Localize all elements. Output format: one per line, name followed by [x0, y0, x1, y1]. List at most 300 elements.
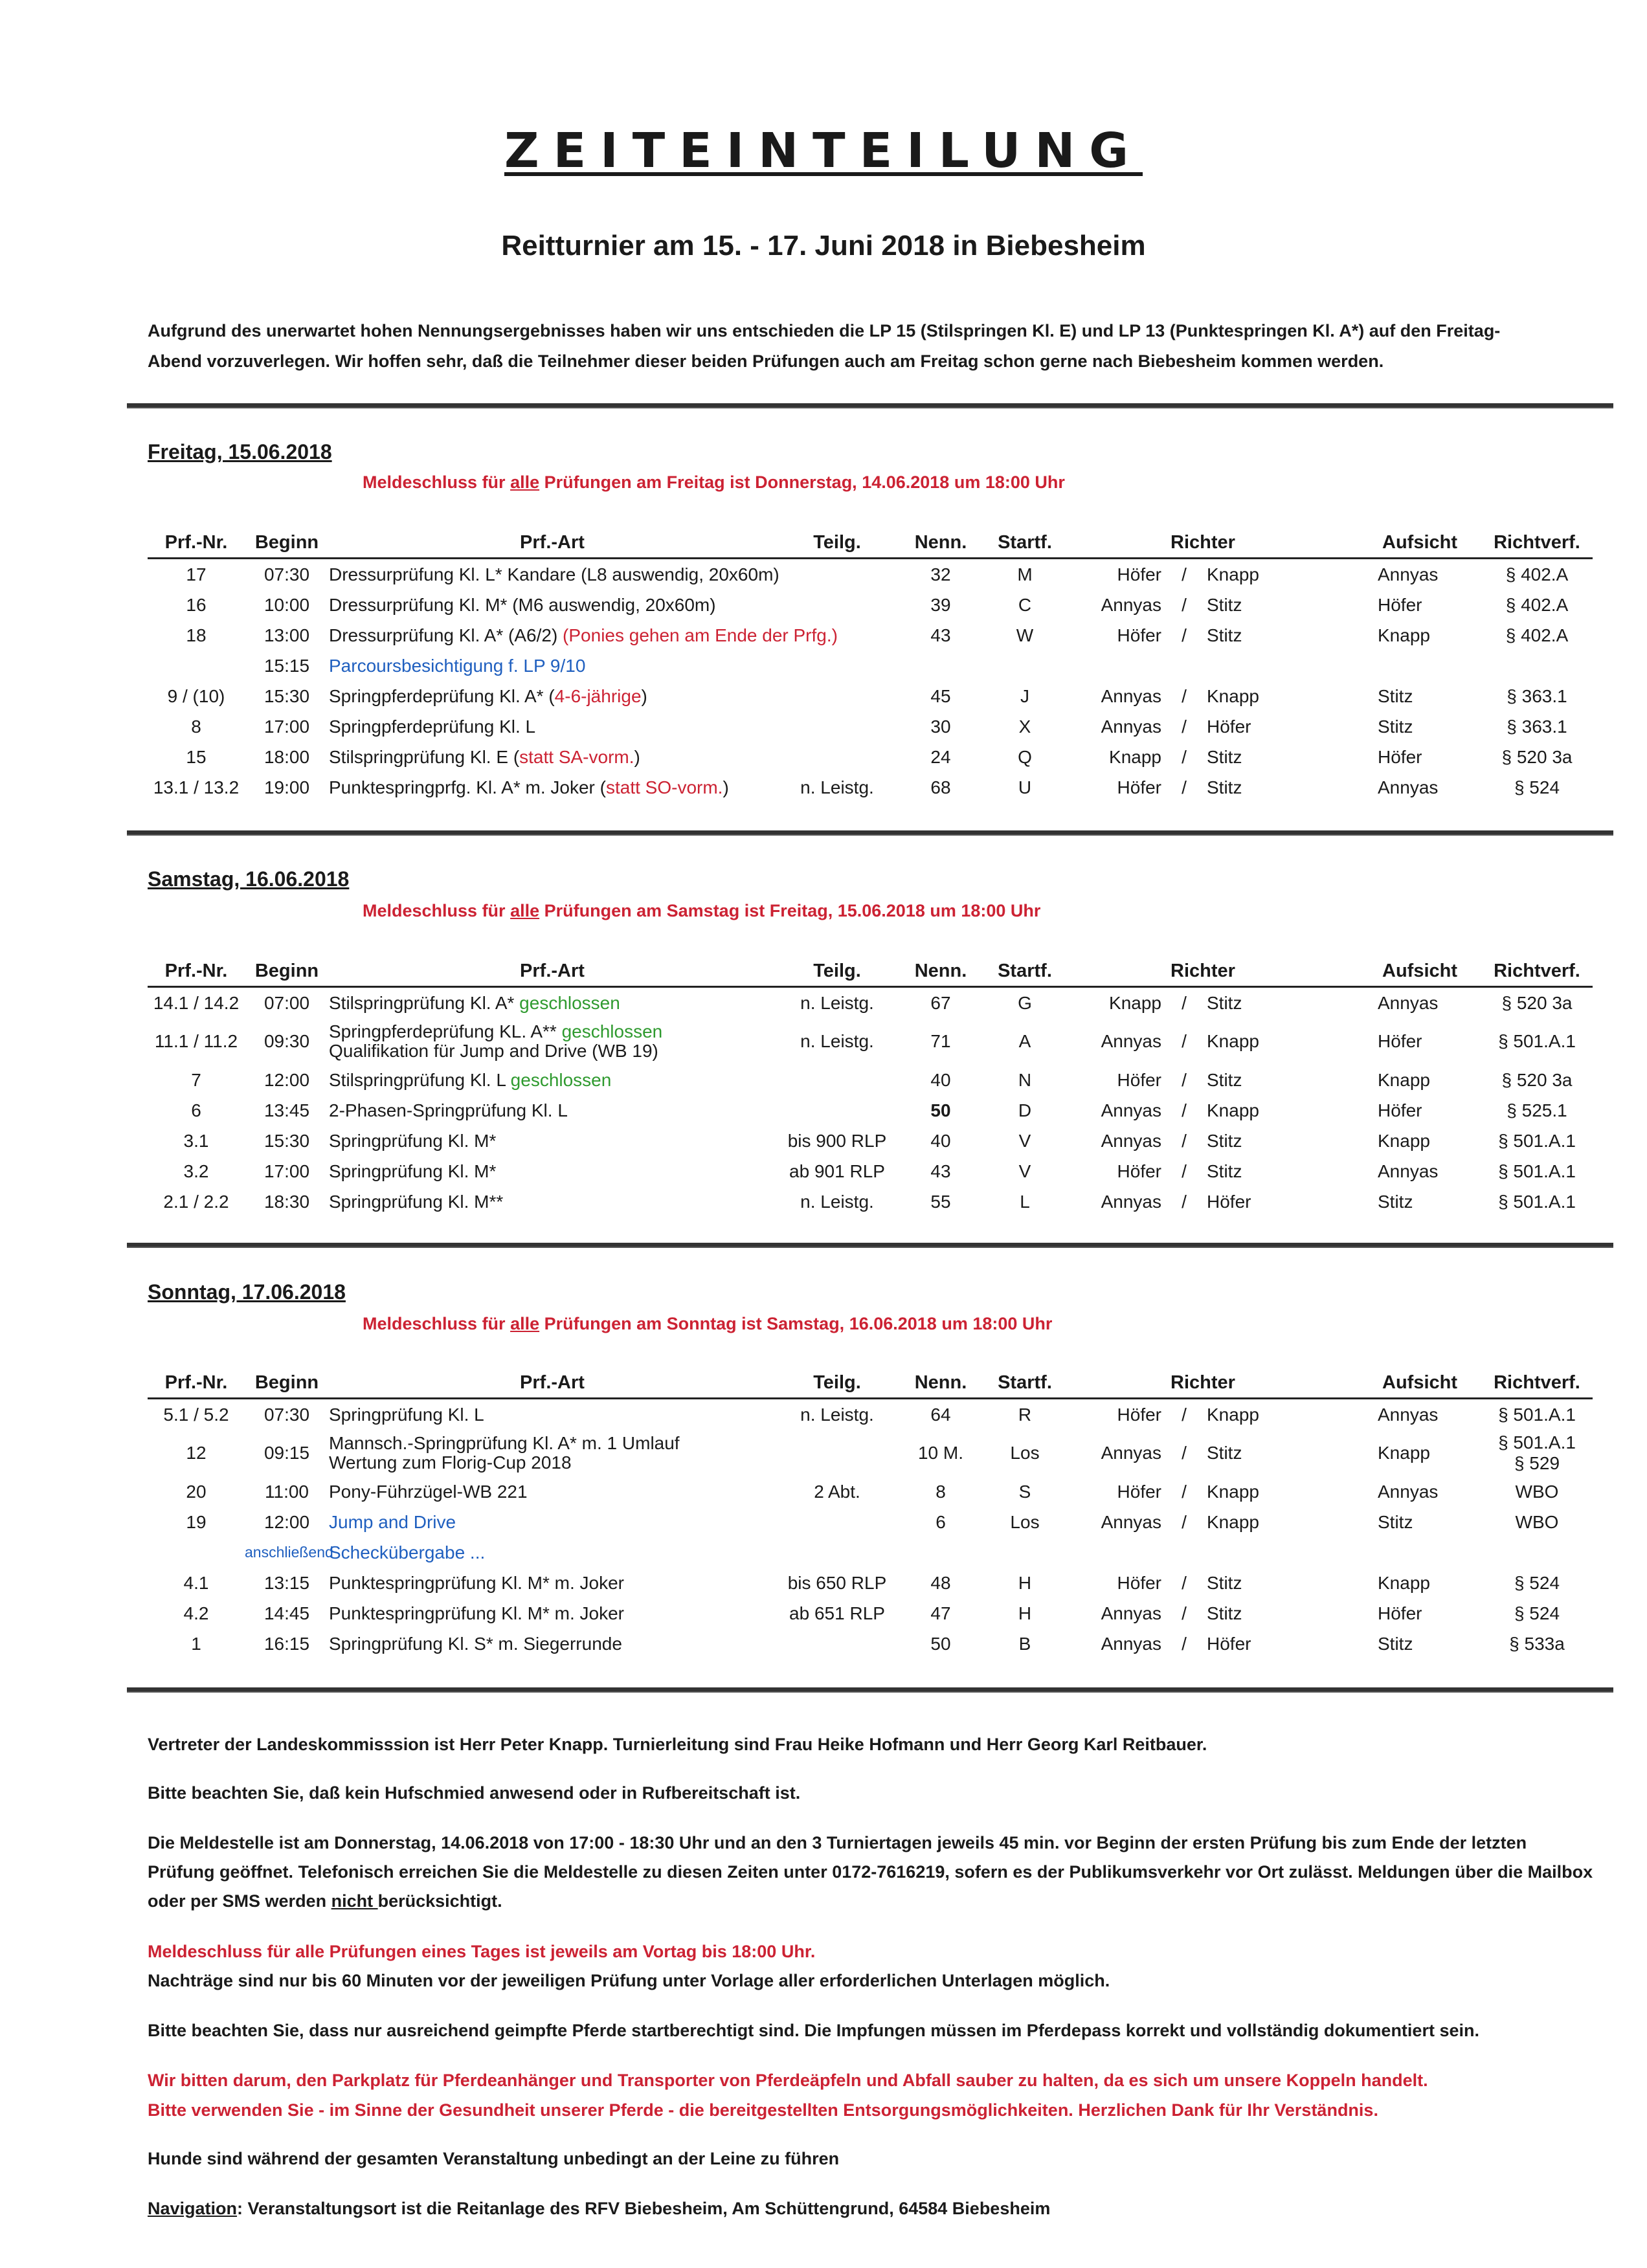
cell-teilg: [776, 1629, 899, 1659]
judge-1: Annyas: [1101, 1603, 1161, 1623]
cell-beginn: 13:15: [263, 1572, 310, 1593]
cell-richter: [1067, 1065, 1358, 1095]
cell-aufsicht: [1358, 1537, 1481, 1568]
footer-late-entries: Nachträge sind nur bis 60 Minuten vor der jeweiligen Prüfung unter Vorlage aller erforderlichen Unterlagen möglich.: [148, 1971, 1110, 1990]
exam-note-close: ): [723, 777, 729, 797]
cell-art: [329, 1399, 776, 1430]
exam-note: Jump and Drive: [329, 1511, 456, 1532]
judge-separator: /: [1182, 1100, 1187, 1120]
cell-richtverf: [1481, 1186, 1593, 1217]
rule-ref: § 524: [1514, 1572, 1560, 1593]
cell-nr: 15: [186, 746, 207, 767]
table-row: [148, 559, 1593, 590]
column-header-richtverf: Richtverf.: [1481, 529, 1593, 559]
rule-ref: § 525.1: [1507, 1100, 1567, 1120]
cell-nenn: 71: [930, 1031, 951, 1051]
judge-separator: /: [1182, 1443, 1187, 1463]
judge-2: Höfer: [1207, 1191, 1251, 1212]
exam-name: Stilspringprüfung Kl. E (: [329, 746, 520, 767]
cell-nr: [148, 650, 245, 681]
cell-startf: W: [1016, 625, 1034, 645]
cell-nr: 16: [186, 594, 207, 615]
cell-richter: [1067, 1568, 1358, 1598]
cell-aufsicht: Stitz: [1378, 1191, 1413, 1212]
cell-aufsicht: Stitz: [1378, 716, 1413, 737]
cell-beginn: 07:30: [263, 564, 310, 584]
cell-startf: D: [1018, 1100, 1032, 1120]
cell-richter: [1067, 650, 1358, 681]
cell-richter: [1067, 1537, 1358, 1568]
exam-name-line2: Qualifikation für Jump and Drive (WB 19): [329, 1041, 658, 1061]
cell-richtverf: [1481, 559, 1593, 590]
exam-name: Springprüfung Kl. M*: [329, 1130, 497, 1151]
exam-note: statt SO-vorm.: [605, 777, 723, 797]
cell-teilg: n. Leistg.: [800, 1191, 874, 1212]
cell-richter: [1067, 1095, 1358, 1126]
cell-aufsicht: Höfer: [1378, 594, 1422, 615]
footer-disposal-note: Bitte verwenden Sie - im Sinne der Gesundheit unserer Pferde - die bereitgestellten Entsorgungsmöglichkeiten. Herzlichen Dank für Ihr Verständnis.: [148, 2100, 1378, 2120]
table-header-row: [148, 1370, 1593, 1399]
table-row: [148, 1629, 1593, 1659]
cell-nenn: 43: [930, 1161, 951, 1181]
footer-deadline-note: Meldeschluss für alle Prüfungen eines Tages ist jeweils am Vortag bis 18:00 Uhr.: [148, 1942, 816, 1961]
cell-nenn: 55: [930, 1191, 951, 1212]
column-header-nenn: Nenn.: [899, 958, 983, 987]
judge-1: Annyas: [1101, 1633, 1161, 1654]
cell-nr: 17: [186, 564, 207, 584]
cell-richtverf: [1481, 1018, 1593, 1065]
cell-teilg: bis 900 RLP: [787, 1130, 887, 1151]
exam-note: Scheckübergabe ...: [329, 1542, 486, 1562]
table-row: [148, 1507, 1593, 1537]
rule-ref: WBO: [1515, 1481, 1559, 1502]
judge-1: Annyas: [1101, 1130, 1161, 1151]
table-row: [148, 1186, 1593, 1217]
cell-startf: S: [1018, 1481, 1031, 1502]
cell-nr: 2.1 / 2.2: [163, 1191, 229, 1212]
judge-separator: /: [1182, 564, 1187, 584]
column-header-richter: Richter: [1067, 529, 1358, 559]
table-row: [148, 772, 1593, 803]
cell-startf: [983, 1537, 1067, 1568]
cell-aufsicht: Höfer: [1378, 1100, 1422, 1120]
cell-nenn: 6: [936, 1511, 946, 1532]
table-row: [148, 1568, 1593, 1598]
exam-name: Springpferdeprüfung KL. A**: [329, 1021, 562, 1041]
cell-startf: N: [1018, 1069, 1032, 1090]
cell-richter: [1067, 1507, 1358, 1537]
cell-beginn: 15:15: [263, 655, 310, 676]
cell-nenn: 40: [930, 1069, 951, 1090]
cell-nr: 8: [191, 716, 201, 737]
page-subtitle: Reitturnier am 15. - 17. Juni 2018 in Biebesheim: [501, 230, 1146, 261]
cell-nr: 6: [191, 1100, 201, 1120]
judge-1: Höfer: [1117, 1572, 1161, 1593]
cell-art: [329, 1065, 776, 1095]
rule-ref: § 402.A: [1505, 564, 1569, 584]
cell-teilg: n. Leistg.: [800, 992, 874, 1013]
divider: [127, 403, 1613, 408]
divider: [127, 1687, 1613, 1693]
cell-richter: [1067, 1476, 1358, 1507]
exam-name: Springprüfung Kl. L: [329, 1404, 484, 1425]
cell-aufsicht: Annyas: [1378, 1161, 1439, 1181]
cell-nenn: 39: [930, 594, 951, 615]
rule-ref: § 520 3a: [1501, 746, 1573, 767]
judge-2: Stitz: [1207, 777, 1242, 797]
exam-name: Punktespringprüfung Kl. M* m. Joker: [329, 1572, 624, 1593]
cell-startf: Los: [1010, 1443, 1040, 1463]
rule-ref: § 501.A.1: [1498, 1161, 1576, 1181]
cell-nenn: 68: [930, 777, 951, 797]
cell-nenn: 43: [930, 625, 951, 645]
judge-2: Höfer: [1207, 1633, 1251, 1654]
table-row: [148, 1430, 1593, 1476]
cell-teilg: [776, 590, 899, 620]
cell-nr: 4.2: [183, 1603, 209, 1623]
day-title-friday: Freitag, 15.06.2018: [148, 440, 332, 463]
cell-teilg: bis 650 RLP: [787, 1572, 887, 1593]
cell-aufsicht: Annyas: [1378, 777, 1439, 797]
cell-richter: [1067, 1186, 1358, 1217]
table-row: [148, 681, 1593, 711]
exam-name: 2-Phasen-Springprüfung Kl. L: [329, 1100, 568, 1120]
cell-teilg: [776, 559, 899, 590]
cell-richter: [1067, 1156, 1358, 1186]
schedule-table-sunday: [148, 1370, 1593, 1659]
judge-separator: /: [1182, 1481, 1187, 1502]
table-row: [148, 1095, 1593, 1126]
judge-separator: /: [1182, 746, 1187, 767]
cell-richtverf: [1481, 1399, 1593, 1430]
cell-beginn: 18:30: [263, 1191, 310, 1212]
table-row: [148, 1065, 1593, 1095]
cell-aufsicht: Höfer: [1378, 1603, 1422, 1623]
cell-art: [329, 1629, 776, 1659]
cell-richter: [1067, 772, 1358, 803]
cell-art: [329, 1598, 776, 1629]
column-header-aufsicht: Aufsicht: [1358, 529, 1481, 559]
column-header-aufsicht: Aufsicht: [1358, 1370, 1481, 1399]
cell-nenn: 32: [930, 564, 951, 584]
cell-nenn: 50: [930, 1100, 951, 1120]
judge-2: Stitz: [1207, 594, 1242, 615]
judge-2: Knapp: [1207, 1511, 1259, 1532]
judge-2: Stitz: [1207, 992, 1242, 1013]
cell-nr: 3.2: [183, 1161, 209, 1181]
cell-richter: [1067, 987, 1358, 1019]
judge-separator: /: [1182, 1031, 1187, 1051]
cell-nr: 3.1: [183, 1130, 209, 1151]
column-header-teilg: Teilg.: [776, 529, 899, 559]
rule-ref: § 533a: [1509, 1633, 1565, 1654]
rule-ref: § 520 3a: [1501, 1069, 1573, 1090]
table-row: [148, 1018, 1593, 1065]
column-header-richter: Richter: [1067, 1370, 1358, 1399]
judge-separator: /: [1182, 625, 1187, 645]
cell-beginn: 07:00: [263, 992, 310, 1013]
rule-ref: § 501.A.1: [1498, 1432, 1576, 1452]
judge-2: Knapp: [1207, 564, 1259, 584]
cell-startf: M: [1017, 564, 1033, 584]
table-header-row: [148, 529, 1593, 559]
cell-beginn: 13:00: [263, 625, 310, 645]
judge-2: Knapp: [1207, 1404, 1259, 1425]
cell-art: [329, 987, 776, 1019]
cell-richtverf: [1481, 742, 1593, 772]
cell-nr: 19: [186, 1511, 207, 1532]
table-row: [148, 1598, 1593, 1629]
cell-richtverf: [1481, 1156, 1593, 1186]
footer-farrier: Bitte beachten Sie, daß kein Hufschmied anwesend oder in Rufbereitschaft ist.: [148, 1783, 801, 1803]
cell-richter: [1067, 1399, 1358, 1430]
cell-richter: [1067, 1018, 1358, 1065]
rule-ref: § 501.A.1: [1498, 1404, 1576, 1425]
column-header-startf: Startf.: [983, 529, 1067, 559]
schedule-table-saturday: [148, 958, 1593, 1217]
cell-nr: 11.1 / 11.2: [154, 1031, 238, 1051]
judge-2: Stitz: [1207, 1069, 1242, 1090]
column-header-beginn: Beginn: [245, 958, 329, 987]
exam-name: Dressurprüfung Kl. A* (A6/2): [329, 625, 563, 645]
judge-1: Höfer: [1117, 625, 1161, 645]
column-header-aufsicht: Aufsicht: [1358, 958, 1481, 987]
column-header-richtverf: Richtverf.: [1481, 1370, 1593, 1399]
cell-nr: 1: [191, 1633, 201, 1654]
exam-name: Stilspringprüfung Kl. L: [329, 1069, 511, 1090]
column-header-nenn: Nenn.: [899, 1370, 983, 1399]
cell-nenn: 50: [930, 1633, 951, 1654]
day-title-sunday: Sonntag, 17.06.2018: [148, 1280, 346, 1304]
column-header-nenn: Nenn.: [899, 529, 983, 559]
cell-art: [329, 1568, 776, 1598]
judge-separator: /: [1182, 777, 1187, 797]
cell-teilg: [776, 1095, 899, 1126]
exam-note-close: ): [634, 746, 640, 767]
cell-beginn: 19:00: [263, 777, 310, 797]
footer-navigation: Navigation: Veranstaltungsort ist die Reitanlage des RFV Biebesheim, Am Schüttengrund, 64584 Biebesheim: [148, 2199, 1051, 2218]
exam-name: Punktespringprfg. Kl. A* m. Joker (: [329, 777, 606, 797]
cell-beginn: 16:15: [263, 1633, 310, 1654]
cell-beginn: anschließend: [245, 1544, 333, 1561]
cell-richtverf: [1481, 1476, 1593, 1507]
exam-name: Pony-Führzügel-WB 221: [329, 1481, 528, 1502]
judge-1: Annyas: [1101, 685, 1161, 706]
cell-beginn: 18:00: [263, 746, 310, 767]
cell-beginn: 15:30: [263, 685, 310, 706]
cell-nenn: 67: [930, 992, 951, 1013]
cell-nenn: 24: [930, 746, 951, 767]
footer-dogs: Hunde sind während der gesamten Veranstaltung unbedingt an der Leine zu führen: [148, 2149, 840, 2168]
cell-startf: [983, 650, 1067, 681]
cell-startf: J: [1020, 685, 1029, 706]
column-header-richter: Richter: [1067, 958, 1358, 987]
column-header-beginn: Beginn: [245, 1370, 329, 1399]
table-row: [148, 1126, 1593, 1156]
cell-nr: 5.1 / 5.2: [163, 1404, 229, 1425]
cell-richter: [1067, 1598, 1358, 1629]
rule-ref: § 363.1: [1507, 716, 1567, 737]
rule-ref: § 402.A: [1505, 594, 1569, 615]
cell-teilg: [776, 742, 899, 772]
deadline-friday: Meldeschluss für alle Prüfungen am Freitag ist Donnerstag, 14.06.2018 um 18:00 Uhr: [363, 472, 1065, 492]
cell-startf: H: [1018, 1603, 1032, 1623]
cell-richtverf: [1481, 1430, 1593, 1476]
cell-art: [329, 650, 776, 681]
cell-art: [329, 1095, 776, 1126]
judge-1: Höfer: [1117, 1069, 1161, 1090]
judge-separator: /: [1182, 1572, 1187, 1593]
judge-1: Annyas: [1101, 594, 1161, 615]
cell-richter: [1067, 620, 1358, 650]
cell-teilg: [776, 1430, 899, 1476]
cell-startf: Q: [1018, 746, 1032, 767]
rule-ref: § 501.A.1: [1498, 1130, 1576, 1151]
exam-note: geschlossen: [519, 992, 620, 1013]
judge-1: Annyas: [1101, 1031, 1161, 1051]
cell-richter: [1067, 1430, 1358, 1476]
cell-nr: 7: [191, 1069, 201, 1090]
cell-art: [329, 1430, 776, 1476]
cell-teilg: 2 Abt.: [814, 1481, 860, 1502]
cell-art: [329, 1018, 776, 1065]
cell-nenn: [899, 1537, 983, 1568]
judge-2: Stitz: [1207, 1130, 1242, 1151]
judge-2: Stitz: [1207, 1603, 1242, 1623]
judge-separator: /: [1182, 1633, 1187, 1654]
judge-separator: /: [1182, 1404, 1187, 1425]
cell-teilg: [776, 681, 899, 711]
cell-nenn: 48: [930, 1572, 951, 1593]
footer-vaccination: Bitte beachten Sie, dass nur ausreichend geimpfte Pferde startberechtigt sind. Die Impfungen müssen im Pferdepass korrekt und vollständig dokumentiert sein.: [148, 2021, 1479, 2040]
cell-richtverf: [1481, 1126, 1593, 1156]
cell-art: [329, 1186, 776, 1217]
cell-beginn: 12:00: [263, 1511, 310, 1532]
column-header-startf: Startf.: [983, 958, 1067, 987]
cell-beginn: 14:45: [263, 1603, 310, 1623]
cell-beginn: 09:30: [263, 1031, 310, 1051]
judge-2: Stitz: [1207, 1161, 1242, 1181]
column-header-startf: Startf.: [983, 1370, 1067, 1399]
exam-name: Springprüfung Kl. S* m. Siegerrunde: [329, 1633, 622, 1654]
cell-richtverf: [1481, 1507, 1593, 1537]
judge-1: Annyas: [1101, 1443, 1161, 1463]
column-header-beginn: Beginn: [245, 529, 329, 559]
cell-richter: [1067, 742, 1358, 772]
exam-note: 4-6-jährige: [554, 685, 642, 706]
rule-ref: WBO: [1515, 1511, 1559, 1532]
exam-note: geschlossen: [510, 1069, 612, 1090]
cell-nenn: 47: [930, 1603, 951, 1623]
judge-2: Stitz: [1207, 746, 1242, 767]
cell-teilg: [776, 1507, 899, 1537]
footer-parking-note: Wir bitten darum, den Parkplatz für Pferdeanhänger und Transporter von Pferdeäpfeln und Abfall sauber zu halten, da es sich um unsere Koppeln handelt.: [148, 2071, 1428, 2090]
cell-art: [329, 1126, 776, 1156]
cell-richtverf: [1481, 1065, 1593, 1095]
cell-richter: [1067, 1629, 1358, 1659]
cell-teilg: [776, 711, 899, 742]
cell-aufsicht: Annyas: [1378, 992, 1439, 1013]
schedule-table-friday: [148, 529, 1593, 803]
cell-beginn: 17:00: [263, 1161, 310, 1181]
cell-teilg: n. Leistg.: [800, 777, 874, 797]
intro-text: Aufgrund des unerwartet hohen Nennungsergebnisses haben wir uns entschieden die LP 15 (Stilspringen Kl. E) und LP 13 (Punktespringen Kl. A*) auf den Freitag-Abend vorzuverlegen. Wir hoffen sehr, daß die Teilnehmer dieser beiden Prüfungen auch am Freitag schon gerne nach Biebesheim kommen werden.: [148, 321, 1501, 371]
table-row: [148, 650, 1593, 681]
cell-richtverf: [1481, 1568, 1593, 1598]
judge-separator: /: [1182, 594, 1187, 615]
cell-nenn: 40: [930, 1130, 951, 1151]
cell-art: [329, 681, 776, 711]
judge-separator: /: [1182, 1069, 1187, 1090]
judge-1: Höfer: [1117, 1481, 1161, 1502]
cell-art: [329, 1507, 776, 1537]
judge-2: Knapp: [1207, 1031, 1259, 1051]
cell-richtverf: [1481, 650, 1593, 681]
table-row: [148, 1156, 1593, 1186]
judge-1: Annyas: [1101, 716, 1161, 737]
exam-name: Stilspringprüfung Kl. A*: [329, 992, 520, 1013]
cell-aufsicht: Knapp: [1378, 1572, 1430, 1593]
column-header-art: Prf.-Art: [329, 1370, 776, 1399]
cell-teilg: [776, 1537, 899, 1568]
cell-beginn: 09:15: [263, 1443, 310, 1463]
judge-1: Höfer: [1117, 777, 1161, 797]
cell-beginn: 11:00: [265, 1481, 309, 1502]
cell-nenn: 45: [930, 685, 951, 706]
exam-name: Springprüfung Kl. M**: [329, 1191, 504, 1212]
judge-1: Höfer: [1117, 564, 1161, 584]
judge-1: Höfer: [1117, 1161, 1161, 1181]
rule-ref: § 501.A.1: [1498, 1191, 1576, 1212]
rule-ref: § 501.A.1: [1498, 1031, 1576, 1051]
cell-aufsicht: Annyas: [1378, 1404, 1439, 1425]
cell-nr: 9 / (10): [167, 685, 225, 706]
cell-teilg: n. Leistg.: [800, 1031, 874, 1051]
divider: [127, 830, 1613, 836]
cell-richtverf: [1481, 1095, 1593, 1126]
cell-richtverf: [1481, 711, 1593, 742]
table-row: [148, 742, 1593, 772]
cell-startf: H: [1018, 1572, 1032, 1593]
judge-separator: /: [1182, 1191, 1187, 1212]
judge-1: Annyas: [1101, 1100, 1161, 1120]
exam-name-line2: Wertung zum Florig-Cup 2018: [329, 1452, 572, 1473]
cell-beginn: 13:45: [263, 1100, 310, 1120]
column-header-teilg: Teilg.: [776, 1370, 899, 1399]
table-row: [148, 1537, 1593, 1568]
cell-richtverf: [1481, 1598, 1593, 1629]
divider: [127, 1243, 1613, 1248]
cell-beginn: 10:00: [263, 594, 310, 615]
cell-aufsicht: Knapp: [1378, 1443, 1430, 1463]
cell-aufsicht: Stitz: [1378, 685, 1413, 706]
cell-nenn: [899, 650, 983, 681]
cell-art: [329, 590, 776, 620]
cell-richtverf: [1481, 681, 1593, 711]
footer-officials: Vertreter der Landeskommisssion ist Herr Peter Knapp. Turnierleitung sind Frau Heike Hofmann und Herr Georg Karl Reitbauer.: [148, 1735, 1207, 1754]
column-header-nr: Prf.-Nr.: [148, 958, 245, 987]
cell-aufsicht: Höfer: [1378, 746, 1422, 767]
table-header-row: [148, 958, 1593, 987]
exam-note: geschlossen: [561, 1021, 663, 1041]
cell-aufsicht: Knapp: [1378, 1130, 1430, 1151]
judge-separator: /: [1182, 716, 1187, 737]
cell-aufsicht: Annyas: [1378, 1481, 1439, 1502]
cell-startf: Los: [1010, 1511, 1040, 1532]
column-header-art: Prf.-Art: [329, 529, 776, 559]
judge-2: Knapp: [1207, 685, 1259, 706]
cell-startf: U: [1018, 777, 1032, 797]
